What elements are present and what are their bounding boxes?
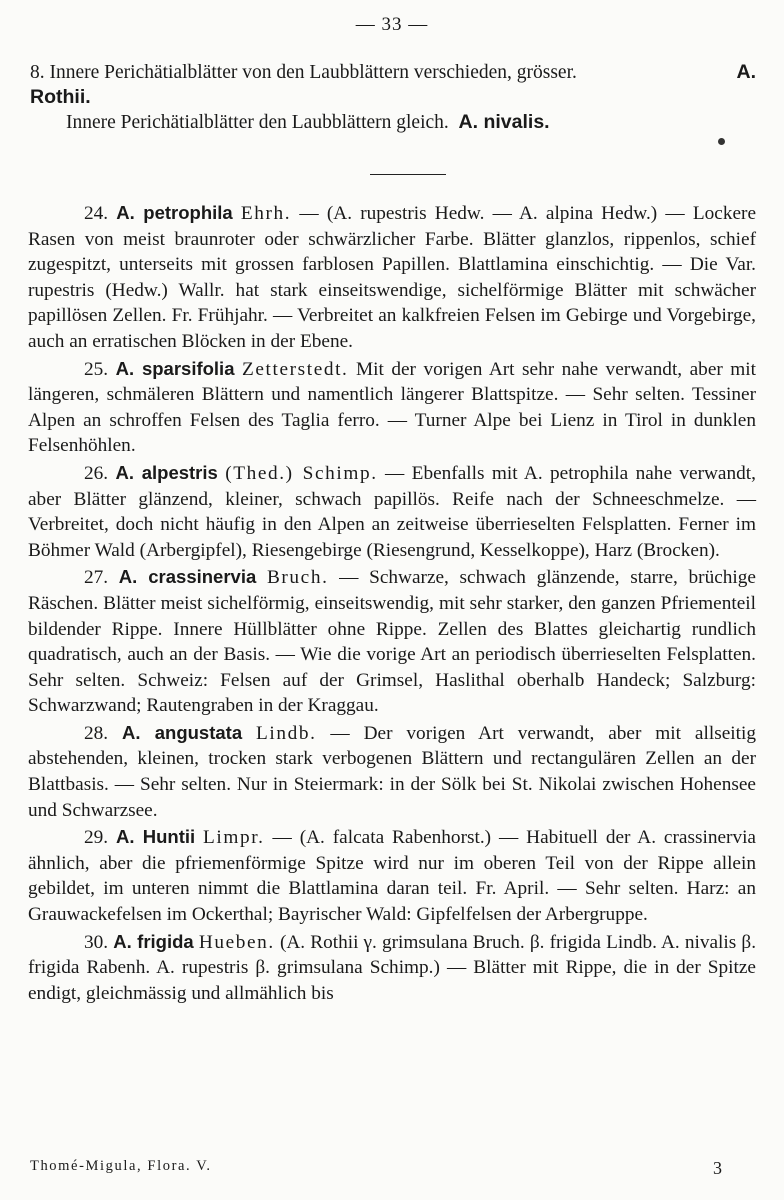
key-line: [30, 85, 756, 110]
key-couplet: [30, 60, 756, 135]
entry-number: 30.: [84, 931, 109, 953]
document-page: [28, 0, 756, 1200]
entry-number: 27.: [84, 567, 109, 589]
species-author: Bruch.: [266, 567, 329, 589]
species-entry: [28, 460, 756, 563]
species-name: A. frigida: [113, 930, 194, 952]
key-line: [30, 110, 756, 135]
species-name: A. crassinervia: [118, 566, 257, 588]
species-name: A. alpestris: [115, 461, 218, 483]
footer-signature: 3: [713, 1158, 722, 1178]
key-text: Innere Perichätialblätter den Laubblättern gleich.: [66, 112, 449, 133]
entry-text: Mit der vorigen Art sehr nahe verwandt, aber mit längeren, schmäleren Blättern und namentlich längerer Blattspitze. — Sehr selten. Tessiner Alpen an schroffen Felsen des Taglia ferro. — Turner Alpe bei Lienz in Tirol in dunklen Felsenhöhlen.: [28, 358, 757, 457]
key-text: 8. Innere Perichätialblätter von den Laubblättern verschieden, grösser.: [30, 62, 577, 83]
species-author: Limpr.: [203, 827, 265, 849]
entry-text: — Schwarze, schwach glänzende, starre, brüchige Räschen. Blätter meist sichelförmig, einseitswendig, mit sehr starker, den ganzen Pfriementeil bildender Rippe. Innere Hüllblätter ohne Rippe. Zellen des Blattes gleichartig rundlich quadratisch, auch an der Basis. — Wie die vorige Art an periodisch überrieselten Felsplatten. Sehr selten. Schweiz: Felsen auf der Grimsel, Haslithal oberhalb Handeck; Salzburg: Schwarzwand; Rautengraben in der Kraggau.: [28, 567, 756, 717]
key-species: A. nivalis.: [458, 111, 550, 133]
separator-rule: [370, 174, 446, 175]
species-author: Lindb.: [256, 722, 317, 744]
page-number: — 33 —: [355, 14, 429, 35]
entry-number: 25.: [84, 358, 109, 380]
entry-text: — (A. falcata Rabenhorst.) — Habituell der A. crassinervia ähnlich, aber die pfriemenförmige Spitze wird nur im oberen Teil von der Rippe allein gebildet, im unteren nimmt die Blattlamina daran teil. Fr. April. — Sehr selten. Harz: an Grauwackefelsen im Ockerthal; Bayrischer Wald: Gipfelfelsen der Arbergruppe.: [28, 827, 756, 926]
species-entry: [28, 929, 756, 1007]
species-author: Zetterstedt.: [242, 358, 349, 380]
species-name: A. petrophila: [116, 202, 233, 223]
footer-imprint: Thomé-Migula, Flora. V.: [30, 1158, 212, 1174]
species-name: A. Huntii: [116, 826, 196, 848]
species-name: A. angustata: [122, 721, 243, 743]
species-entry: [28, 564, 756, 719]
entry-number: 26.: [84, 462, 109, 484]
ink-speck: [718, 138, 725, 145]
entry-text: — Der vorigen Art verwandt, aber mit allseitig abstehenden, kleinen, trocken stark verbogenen Blättern und rectangulären Zellen an der Blattbasis. — Sehr selten. Nur in Steiermark: in der Sölk bei St. Nikolai zwischen Hohensee und Schwarzsee.: [28, 722, 756, 821]
species-list: [28, 200, 756, 1007]
species-entry: [28, 824, 756, 927]
entry-text: — Ebenfalls mit A. petrophila nahe verwandt, aber Blätter glänzend, kleiner, schwach papillös. Reife nach der Schneeschmelze. — Verbreitet, doch nicht häufig in den Alpen an zeitweise überrieselten Felsplatten. Ferner im Böhmer Wald (Arbergipfel), Riesengebirge (Riesengrund, Kesselkoppe), Harz (Brocken).: [28, 462, 756, 561]
entry-text: (A. Rothii γ. grimsulana Bruch. β. frigida Lindb. A. nivalis β. frigida Rabenh. A. rupestris β. grimsulana Schimp.) — Blätter mit Rippe, die in der Spitze endigt, gleichmässig und allmählich bis: [28, 931, 757, 1004]
species-author: (Thed.) Schimp.: [225, 462, 378, 484]
species-entry: [28, 720, 756, 823]
species-entry: [28, 200, 756, 355]
page-footer: [30, 1158, 756, 1179]
entry-text: — (A. rupestris Hedw. — A. alpina Hedw.) — Lockere Rasen von meist braunroter oder schwärzlicher Farbe. Blätter glanzlos, rippenlos, schief zugespitzt, unterseits mit grossen farblosen Papillen. Blattlamina einschichtig. — Die Var. rupestris (Hedw.) Wallr. hat stark einseitswendige, sichelförmige Blätter mit schwächer papillösen Zellen. Fr. Frühjahr. — Verbreitet an kalkfreien Felsen im Gebirge und Vorgebirge, auch an erratischen Blöcken in der Ebene.: [28, 203, 757, 352]
key-line: [30, 60, 756, 85]
entry-number: 24.: [84, 203, 109, 224]
species-name: A. sparsifolia: [115, 357, 235, 379]
key-species: Rothii.: [30, 86, 91, 108]
species-entry: [28, 356, 756, 459]
key-genus: A.: [736, 61, 756, 83]
species-author: Ehrh.: [240, 203, 292, 224]
entry-number: 28.: [84, 722, 109, 744]
species-author: Hueben.: [198, 931, 275, 953]
entry-number: 29.: [84, 827, 109, 849]
